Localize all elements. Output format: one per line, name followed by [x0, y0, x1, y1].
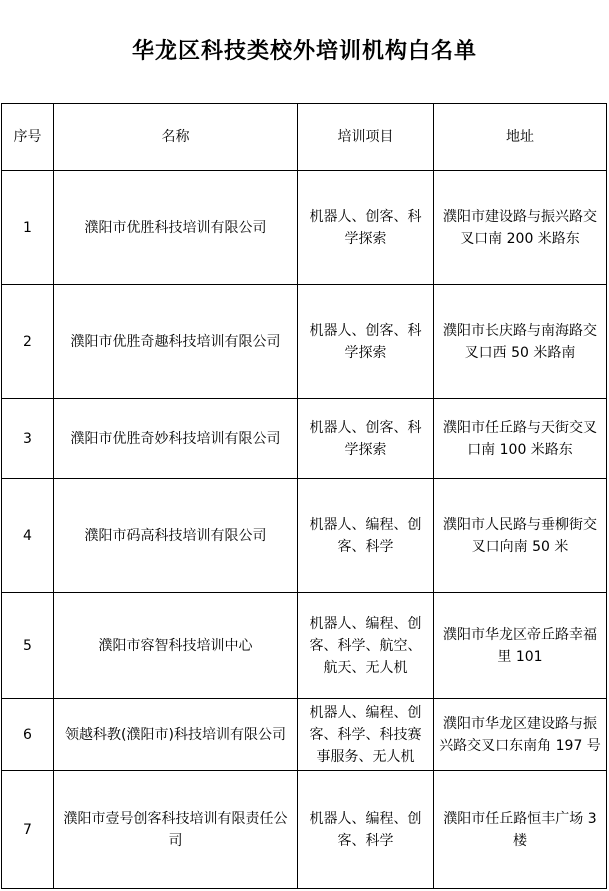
table-row	[2, 771, 607, 889]
header-address: 地址	[434, 104, 607, 171]
row-no: 6	[2, 699, 54, 771]
row-no: 7	[2, 771, 54, 889]
row-no: 2	[2, 285, 54, 399]
row-address: 濮阳市华龙区建设路与振兴路交叉口东南角 197 号	[434, 699, 607, 771]
row-address: 濮阳市建设路与振兴路交叉口南 200 米路东	[434, 171, 607, 285]
row-name: 濮阳市容智科技培训中心	[54, 593, 298, 699]
row-name: 濮阳市优胜奇趣科技培训有限公司	[54, 285, 298, 399]
row-address: 濮阳市华龙区帝丘路幸福里 101	[434, 593, 607, 699]
row-name: 领越科教(濮阳市)科技培训有限公司	[54, 699, 298, 771]
row-name: 濮阳市优胜科技培训有限公司	[54, 171, 298, 285]
row-items: 机器人、创客、科学探索	[298, 285, 434, 399]
row-address: 濮阳市长庆路与南海路交叉口西 50 米路南	[434, 285, 607, 399]
whitelist-table	[1, 103, 607, 889]
row-items: 机器人、创客、科学探索	[298, 399, 434, 479]
row-no: 1	[2, 171, 54, 285]
row-no: 4	[2, 479, 54, 593]
row-items: 机器人、创客、科学探索	[298, 171, 434, 285]
row-items: 机器人、编程、创客、科学	[298, 479, 434, 593]
row-address: 濮阳市任丘路恒丰广场 3 楼	[434, 771, 607, 889]
row-address: 濮阳市人民路与垂柳街交叉口向南 50 米	[434, 479, 607, 593]
header-name: 名称	[54, 104, 298, 171]
table-row	[2, 399, 607, 479]
table-row	[2, 699, 607, 771]
row-items: 机器人、编程、创客、科学	[298, 771, 434, 889]
document-title: 华龙区科技类校外培训机构白名单	[131, 39, 477, 64]
table-row	[2, 593, 607, 699]
header-items: 培训项目	[298, 104, 434, 171]
table-row	[2, 479, 607, 593]
row-name: 濮阳市码高科技培训有限公司	[54, 479, 298, 593]
row-no: 5	[2, 593, 54, 699]
row-items: 机器人、编程、创客、科学、科技赛事服务、无人机	[298, 699, 434, 771]
row-name: 濮阳市优胜奇妙科技培训有限公司	[54, 399, 298, 479]
header-no: 序号	[2, 104, 54, 171]
table-row	[2, 171, 607, 285]
row-address: 濮阳市任丘路与天街交叉口南 100 米路东	[434, 399, 607, 479]
row-name: 濮阳市壹号创客科技培训有限责任公司	[54, 771, 298, 889]
row-items: 机器人、编程、创客、科学、航空、航天、无人机	[298, 593, 434, 699]
table-header-row	[2, 104, 607, 171]
row-no: 3	[2, 399, 54, 479]
table-row	[2, 285, 607, 399]
